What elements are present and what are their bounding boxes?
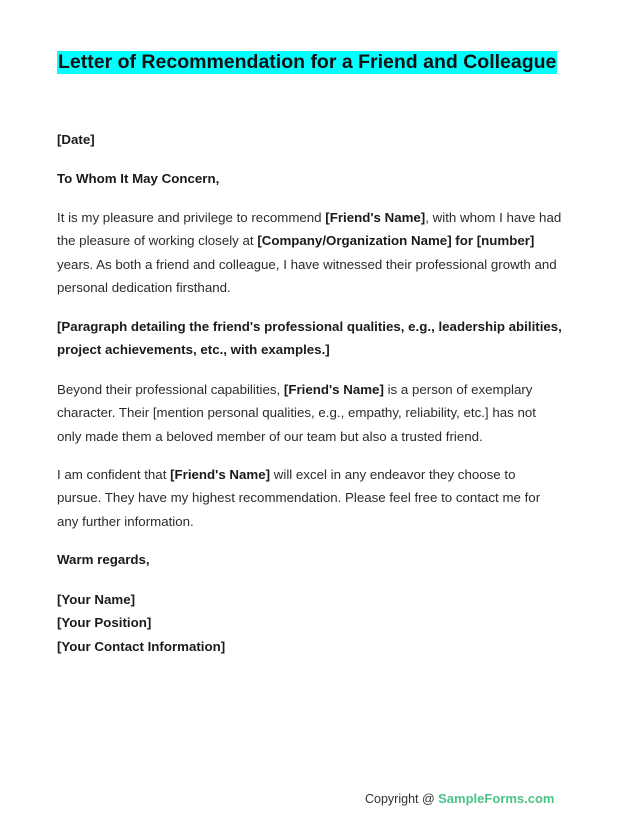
character-text-2: is a person of exemplary character. Their [mention personal qualities, e.g., empathy, reliability, etc.] has not only made them a beloved member of our team but also a trusted friend.	[57, 382, 536, 444]
salutation: To Whom It May Concern,	[57, 171, 220, 186]
signature-contact: [Your Contact Information]	[57, 638, 226, 654]
intro-text-1: It is my pleasure and privilege to recommend	[57, 210, 326, 225]
confidence-text-2: will excel in any endeavor they choose to pursue. They have my highest recommendation. Please feel free to contact me for any further information.	[57, 467, 541, 529]
intro-text-3: years. As both a friend and colleague, I have witnessed their professional growth and personal dedication firsthand.	[57, 256, 557, 295]
intro-paragraph	[57, 206, 562, 299]
company-placeholder: [Company/Organization Name] for [number]	[257, 233, 535, 249]
brand-logo: SampleForms.com	[438, 791, 555, 806]
copyright-text: Copyright @	[365, 792, 439, 806]
page-title: Letter of Recommendation for a Friend and Colleague	[58, 51, 557, 73]
signature-block	[57, 588, 562, 658]
closing: Warm regards,	[57, 552, 150, 567]
date-placeholder: [Date]	[57, 132, 95, 147]
signature-position: [Your Position]	[57, 615, 152, 631]
friend-name-placeholder: [Friend's Name]	[283, 382, 384, 397]
signature-name: [Your Name]	[57, 592, 136, 607]
friend-name-placeholder: [Friend's Name]	[325, 210, 426, 225]
footer-copyright	[365, 791, 554, 806]
confidence-paragraph	[57, 463, 562, 533]
intro-text-2: , with whom I have had the pleasure of working closely at	[57, 210, 562, 249]
confidence-text-1: I am confident that	[57, 467, 171, 482]
friend-name-placeholder: [Friend's Name]	[170, 467, 271, 482]
character-paragraph	[57, 378, 562, 448]
qualities-paragraph: [Paragraph detailing the friend's professional qualities, e.g., leadership abilities, project achievements, etc., with examples.]	[57, 319, 562, 358]
character-text-1: Beyond their professional capabilities,	[57, 382, 284, 397]
